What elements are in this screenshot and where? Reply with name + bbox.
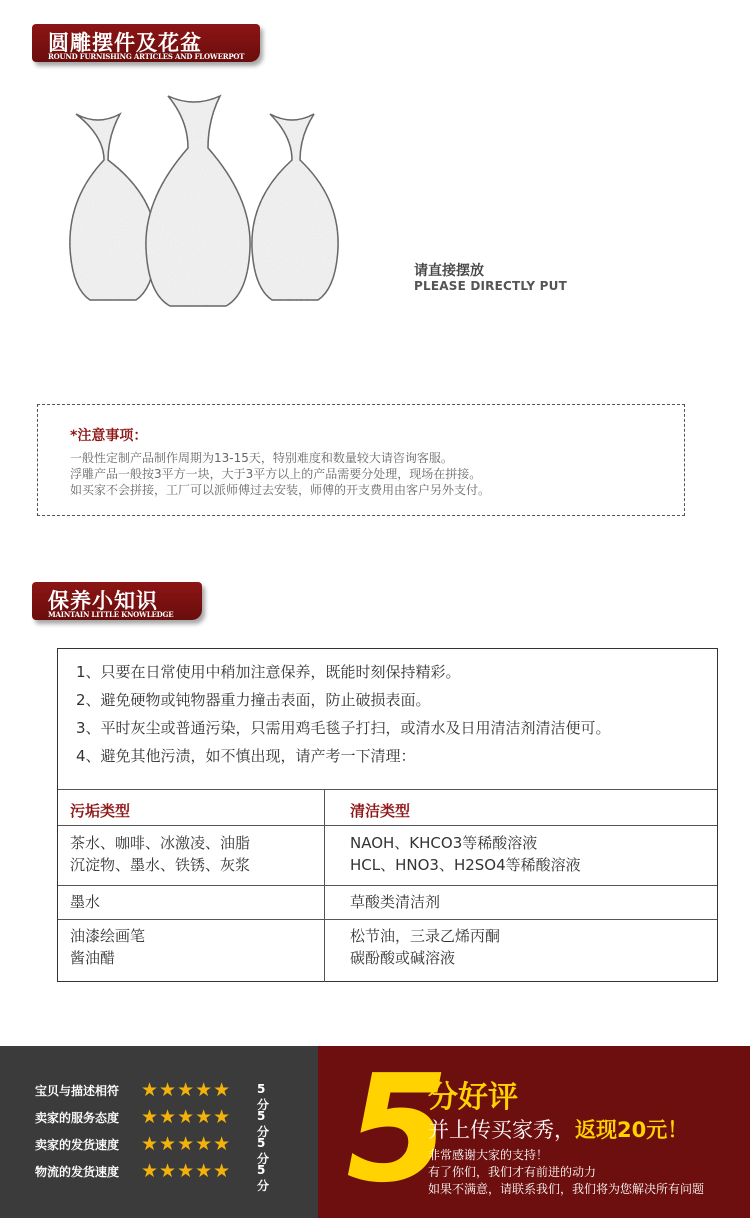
table-cell-cleaner: 草酸类清洁剂 (350, 893, 441, 911)
table-divider (58, 789, 717, 790)
table-header-stain: 污垢类型 (70, 802, 131, 820)
vase-center (146, 96, 250, 306)
notice-box (37, 404, 685, 516)
section-title-en: MAINTAIN LITTLE KNOWLEDGE (48, 610, 174, 619)
care-tip: 2、避免硬物或钝物器重力撞击表面，防止破损表面。 (76, 691, 431, 709)
table-cell-stain: 油漆绘画笔 酱油醋 (70, 927, 146, 967)
rating-label: 卖家的发货速度 (35, 1138, 120, 1152)
rating-score: 5分 (257, 1136, 270, 1166)
table-column-divider (324, 790, 325, 982)
care-tip: 1、只要在日常使用中稍加注意保养，既能时刻保持精彩。 (76, 663, 461, 681)
star-icon: ★★★★★ (141, 1079, 232, 1101)
star-icon: ★★★★★ (141, 1106, 232, 1128)
rating-label: 物流的发货速度 (35, 1165, 120, 1179)
table-divider (58, 885, 717, 886)
placement-caption-cn: 请直接摆放 (414, 263, 484, 279)
rating-score: 5分 (257, 1082, 270, 1112)
rating-score: 5分 (257, 1163, 270, 1193)
vase-right (252, 114, 338, 300)
notice-line: 浮雕产品一般按3平方一块，大于3平方以上的产品需要分处理，现场在拼接。 (70, 467, 482, 481)
ratings-panel (0, 1046, 318, 1218)
section-header-maintenance (32, 582, 208, 626)
care-box (57, 648, 718, 982)
care-tip: 4、避免其他污渍，如不慎出现，请产考一下清理： (76, 747, 416, 765)
table-cell-cleaner: 松节油，三录乙烯丙酮 碳酚酸或碱溶液 (350, 927, 501, 967)
notice-line: 如买家不会拼接，工厂可以派师傅过去安装，师傅的开支费用由客户另外支付。 (70, 483, 491, 497)
section-title-en: ROUND FURNISHING ARTICLES AND FLOWERPOT (48, 52, 245, 61)
star-icon: ★★★★★ (141, 1160, 232, 1182)
promo-title: 分好评 (428, 1080, 518, 1115)
vases-illustration (48, 88, 348, 318)
promo-big-number: 5 (346, 1043, 449, 1215)
notice-line: 一般性定制产品制作周期为13-15天，特别难度和数量较大请咨询客服。 (70, 451, 453, 465)
table-cell-stain: 茶水、咖啡、冰激凌、油脂 沉淀物、墨水、铁锈、灰浆 (70, 834, 251, 874)
care-tip: 3、平时灰尘或普通污染，只需用鸡毛毯子打扫，或清水及日用清洁剂清洁便可。 (76, 719, 611, 737)
table-divider (58, 825, 717, 826)
section-title-cn: 圆雕摆件及花盆 (48, 31, 202, 55)
star-icon: ★★★★★ (141, 1133, 232, 1155)
promo-line: 如果不满意，请联系我们，我们将为您解决所有问题 (428, 1182, 705, 1196)
table-cell-stain: 墨水 (70, 893, 101, 911)
rating-score: 5分 (257, 1109, 270, 1139)
vase-left (70, 114, 156, 300)
table-header-cleaner: 清洁类型 (350, 802, 411, 820)
cashback-highlight: 返现20元！ (575, 1118, 689, 1142)
placement-caption-en: PLEASE DIRECTLY PUT (414, 279, 567, 293)
notice-title: *注意事项： (70, 428, 148, 444)
section-title-cn: 保养小知识 (48, 589, 158, 613)
promo-line: 有了你们，我们才有前进的动力 (428, 1165, 597, 1179)
promo-line: 非常感谢大家的支持！ (428, 1148, 549, 1162)
table-cell-cleaner: NAOH、KHCO3等稀酸溶液 HCL、HNO3、H2SO4等稀酸溶液 (350, 834, 581, 874)
section-header-furnishing (32, 24, 268, 68)
table-divider (58, 919, 717, 920)
rating-label: 卖家的服务态度 (35, 1111, 120, 1125)
rating-label: 宝贝与描述相符 (35, 1084, 120, 1098)
promo-subtitle: 并上传买家秀，返现20元！ (428, 1118, 689, 1142)
